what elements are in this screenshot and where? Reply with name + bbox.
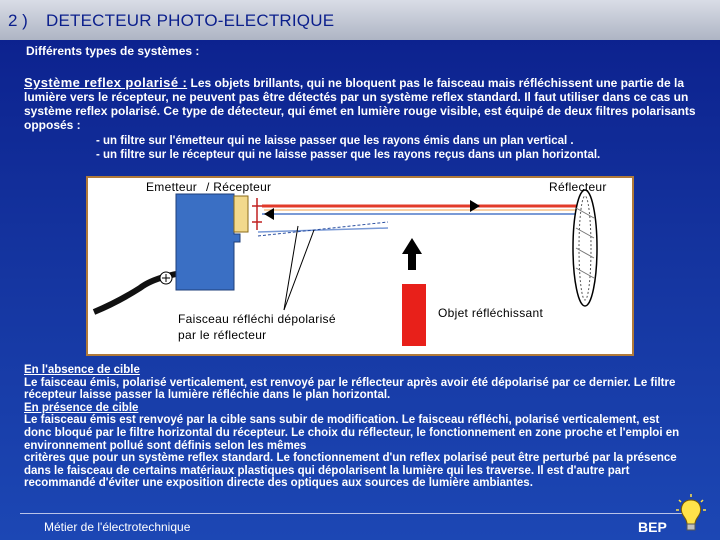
lightbulb-icon <box>676 494 706 534</box>
detector-housing <box>176 194 240 290</box>
optical-window <box>234 196 248 232</box>
body-line-5: environnement pollué sont définis selon les mêmes <box>24 439 307 452</box>
intro-line-2: lumière vers le récepteur, ne peuvent pas être détectés par un système reflex standard. Il faut utiliser dans ce cas un <box>24 90 689 104</box>
intro-line-3: système reflex polarisé. Ce type de détecteur, qui émet en lumière rouge visible, est équipé de deux filtres polarisants <box>24 104 696 118</box>
footer-divider <box>20 513 700 514</box>
footer-level: BEP <box>638 519 667 535</box>
reflector-label: Réflecteur <box>549 180 607 194</box>
section-number: 2 ) <box>8 11 28 30</box>
intro-line-1: Les objets brillants, qui ne bloquent pas le faisceau mais réfléchissent une partie de la <box>187 76 685 90</box>
reflective-object <box>402 284 426 346</box>
body-line-8: recommandé d'éviter une exposition directe des optiques aux sources de lumière ambiantes. <box>24 477 533 490</box>
heading-with-target: En présence de cible <box>24 401 139 414</box>
diagram-drawing <box>88 178 632 354</box>
up-arrow-icon <box>402 238 422 270</box>
filter-list <box>96 134 600 162</box>
object-label: Objet réfléchissant <box>438 306 544 320</box>
polarization-marks <box>252 198 262 230</box>
subtitle: Différents types de systèmes : <box>26 44 200 58</box>
title-bar <box>0 0 720 40</box>
emitter-label: Emetteur <box>146 180 198 194</box>
body-line-4: donc bloqué par le filtre horizontal du récepteur. Le choix du réflecteur, le fonctionnement en zone proche et l'emploi en <box>24 426 680 439</box>
filter-item-emitter: - un filtre sur l'émetteur qui ne laisse passer que les rayons émis dans un plan vertical . <box>96 135 574 147</box>
filter-item-receiver: - un filtre sur le récepteur qui ne laisse passer que les rayons reçus dans un plan horizontal. <box>96 149 601 161</box>
receiver-label: / Récepteur <box>206 180 272 194</box>
body-line-6: critères que pour un système reflex standard. Le fonctionnement d'un reflex polarisé peut être perturbé par la présence <box>24 452 677 465</box>
pointer-line-1 <box>284 230 314 310</box>
pointer-line-2 <box>284 226 298 310</box>
intro-paragraph <box>24 76 700 132</box>
body-line-2: récepteur laisse passer la lumière réfléchie dans le plan horizontal. <box>24 389 391 402</box>
page-title: DETECTEUR PHOTO-ELECTRIQUE <box>46 11 335 30</box>
body-line-1: Le faisceau émis, polarisé verticalement, est renvoyé par le réflecteur après avoir été dépolarisé par ce dernier. Le filtre <box>24 376 676 389</box>
heading-no-target: En l'absence de cible <box>24 364 140 376</box>
explanation-paragraph <box>24 364 714 490</box>
beam-label-line-2: par le réflecteur <box>178 328 267 342</box>
footer-course-name: Métier de l'électrotechnique <box>44 520 191 534</box>
intro-lead: Système reflex polarisé : <box>24 75 188 90</box>
system-diagram <box>86 176 634 356</box>
body-line-3: Le faisceau émis est renvoyé par la cible sans subir de modification. Le faisceau réfléchi, polarisé verticalement, est <box>24 414 660 427</box>
beam-label-line-1: Faisceau réfléchi dépolarisé <box>178 312 336 326</box>
body-line-7: dans le faisceau de certains matériaux plastiques qui dépolarisent la lumière qui les traverse. Il est d'autre part <box>24 464 630 477</box>
intro-line-4: opposés : <box>24 118 81 132</box>
